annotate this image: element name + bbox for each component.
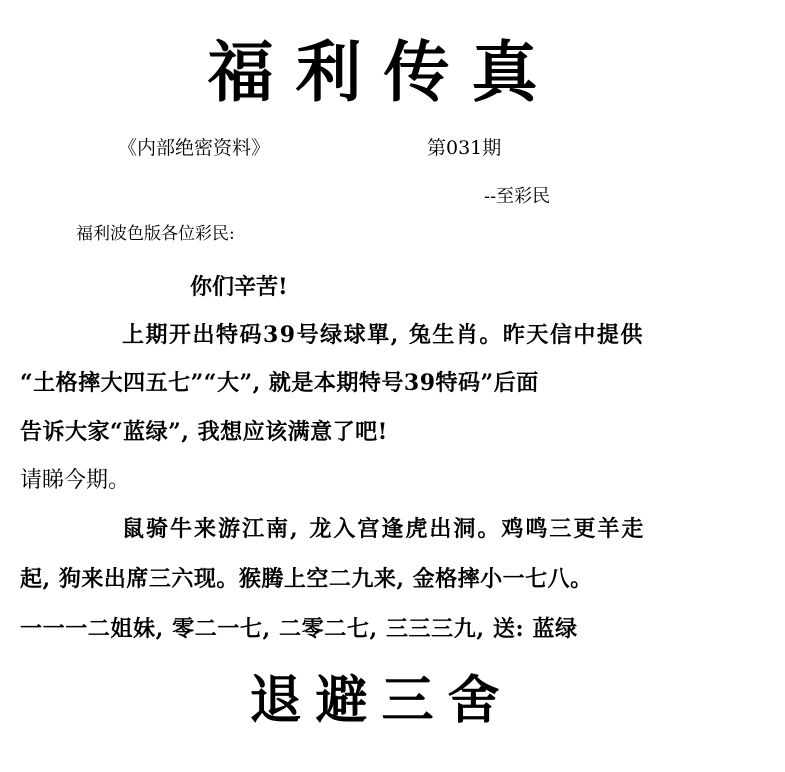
sender-line: --至彩民 <box>484 186 551 207</box>
body-line: 请睇今期。 <box>20 468 131 493</box>
greeting: 你们辛苦! <box>190 274 288 300</box>
body-line: 鼠骑牛来游江南, 龙入宫逢虎出洞。鸡鸣三更羊走 <box>122 516 646 542</box>
secret-material-label: 《内部绝密资料》 <box>118 137 271 159</box>
body-line: “土格摔大四五七”“大”, 就是本期特号39特码”后面 <box>20 370 539 396</box>
closing-motto: 退避三舍 <box>249 670 514 731</box>
salutation: 福利波色版各位彩民: <box>76 224 235 244</box>
issue-number: 第031期 <box>427 137 502 159</box>
body-line: 起, 狗来出席三六现。猴腾上空二九来, 金格摔小一七八。 <box>20 566 593 592</box>
body-line: 告诉大家“蓝绿”, 我想应该满意了吧! <box>20 419 388 445</box>
document-title: 福利传真 <box>207 33 560 111</box>
body-line: 一一一二姐妹, 零二一七, 二零二七, 三三三九, 送: 蓝绿 <box>20 616 578 642</box>
body-line: 上期开出特码39号绿球單, 兔生肖。昨天信中提供 <box>122 322 644 348</box>
